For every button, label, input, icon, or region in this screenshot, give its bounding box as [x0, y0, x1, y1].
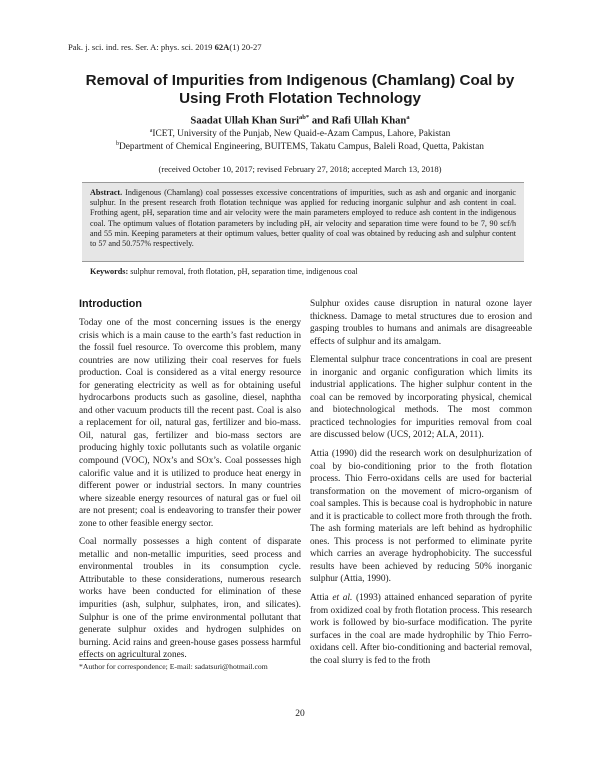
page-number: 20 — [295, 709, 305, 719]
affiliation-a-mark: a — [149, 128, 153, 134]
keywords-text: sulphur removal, froth flotation, pH, separation time, indigenous coal — [128, 267, 358, 276]
affiliation-a — [0, 128, 600, 139]
author-2-affil: a — [406, 114, 410, 121]
paper-title — [60, 72, 540, 108]
p4-author: Attia — [310, 593, 333, 604]
affiliation-b-text: Department of Chemical Engineering, BUITEMS, Takatu Campus, Baleli Road, Quetta, Pakistan — [119, 142, 484, 153]
section-heading-introduction: Introduction — [79, 298, 142, 310]
abstract — [82, 182, 524, 262]
intro-paragraph-2: Coal normally possesses a high content of disparate metallic and non-metallic impurities, seed process and environmental troubles in its consumption cycle. Attributable to these considerations, numerous research works have been conducted for elimination of these impurities (ash, sulphur, sulphates, iron, and silicates). Sulphur is one of the prime environmental pollutant that generate sulphur oxides and hydrogen sulphides on burning. Acid rains and green-house gases possess harmful effects on agricultural zones. — [79, 537, 301, 661]
footnote-divider — [79, 659, 169, 660]
title-line-1: Removal of Impurities from Indigenous (Chamlang) Coal by — [85, 72, 515, 89]
p4-etal: et al. — [332, 593, 353, 604]
author-2: Rafi Ullah Khan — [331, 115, 407, 127]
abstract-label: Abstract. — [90, 188, 123, 197]
abstract-text: Indigenous (Chamlang) coal possesses excessive concentrations of impurities, such as ash and organic and inorganic sulphur. In the present research froth flotation technique was applied for reducing inorganic sulphur and ash content in coal. Frothing agent, pH, separation time and air velocity were the main parameters employed to reduce ash content in the indigenous coal. The optimum values of flotation parameters by including pH, air velocity and separation time were found to be 7, 90 scf/h and 55 min. Keeping parameters at their optimum values, better quality of coal was obtained by reducing ash and sulphur content to 57 and 50.757% respectively. — [90, 188, 516, 249]
affiliation-b — [0, 141, 600, 152]
journal-issue-pages: (1) 20-27 — [229, 42, 262, 52]
title-line-2: Using Froth Flotation Technology — [179, 90, 421, 107]
affiliation-b-mark: b — [116, 141, 119, 147]
right-paragraph-2: Elemental sulphur trace concentrations in coal are present in inorganic and organic configuration which limits its industrial applications. The higher sulphur content in the coal can be removed by incorporating physical, chemical and biotechnological methods. The most common practiced technologies for impurities removal from coal are discussed below (UCS, 2012; ALA, 2011). — [310, 355, 532, 441]
right-paragraph-4 — [310, 592, 532, 667]
received-dates: (received October 10, 2017; revised February 27, 2018; accepted March 13, 2018) — [158, 164, 442, 174]
keywords — [90, 267, 510, 276]
author-list — [0, 114, 600, 127]
p4-text: (1993) attained enhanced separation of pyrite from oxidized coal by froth flotation process. This research work is followed by bio-surface modification. The pyrite surfaces in the coal are made hydrophilic by Thio Ferro-oxidans cell. After bio-conditioning and bacterial removal, the coal slurry is fed to the froth — [310, 593, 532, 666]
right-paragraph-3: Attia (1990) did the research work on desulphurization of coal by bio-conditioning prior to the froth flotation process. Thio Ferro-oxidans cells are used for bacterial transformation on the movement of micro-organism of coal samples. This is because coal is hydrophobic in nature and it is practicable to collect more froth through the froth. The ash forming materials are left behind as hydrophilic ones. This process is not performed to eliminate pyrite which carries an average hydrophobicity. The successful results have been achieved by reducing 50% inorganic sulphur (Attia, 1990). — [310, 449, 532, 585]
intro-paragraph-1: Today one of the most concerning issues is the energy crisis which is a main cause to the earth’s fast reduction in the fossil fuel resource. To overcome this problem, many countries are now utilizing their coal reserves for fuels production. Coal is considered as a vital energy resource for generating electricity as well as for obtaining useful hydrocarbons products such as gasoline, diesel, naphtha and other vacuum products till the recent past. Coal is also a replacement for oil, natural gas, fertilizer and bio-mass. Oil, natural gas, fertilizer and bio-mass sectors are producing highly toxic pollutants such as volatile organic compound (VOC), NOx’s and SOx’s. Coal possesses high calorific value and it is utilized to produce heat energy in different power or industrial sectors. In many countries where sizeable energy resources of natural gas or fuel oil are not present; coal is endeavoring to transfer their power zone to other feasible energy sector. — [79, 318, 301, 529]
right-column — [310, 298, 532, 673]
journal-prefix: Pak. j. sci. ind. res. Ser. A: phys. sci. 2019 — [68, 42, 215, 52]
author-conj: and — [309, 115, 332, 127]
left-column — [79, 298, 301, 668]
keywords-label: Keywords: — [90, 267, 129, 276]
right-paragraph-1: Sulphur oxides cause disruption in natural ozone layer thickness. Damage to metal structures due to erosion and gasping troubles to humans and animals are disagreeable effects of sulphur and its amalgam. — [310, 299, 532, 347]
journal-volume: 62A — [214, 42, 230, 52]
author-1-star: * — [305, 114, 310, 121]
author-1-affil: ab — [299, 114, 306, 121]
journal-citation — [68, 42, 262, 52]
affiliation-a-text: ICET, University of the Punjab, New Quaid-e-Azam Campus, Lahore, Pakistan — [152, 129, 451, 140]
correspondence-footnote: *Author for correspondence; E-mail: sadatsuri@hotmail.com — [79, 662, 268, 671]
author-1: Saadat Ullah Khan Suri — [190, 115, 300, 127]
